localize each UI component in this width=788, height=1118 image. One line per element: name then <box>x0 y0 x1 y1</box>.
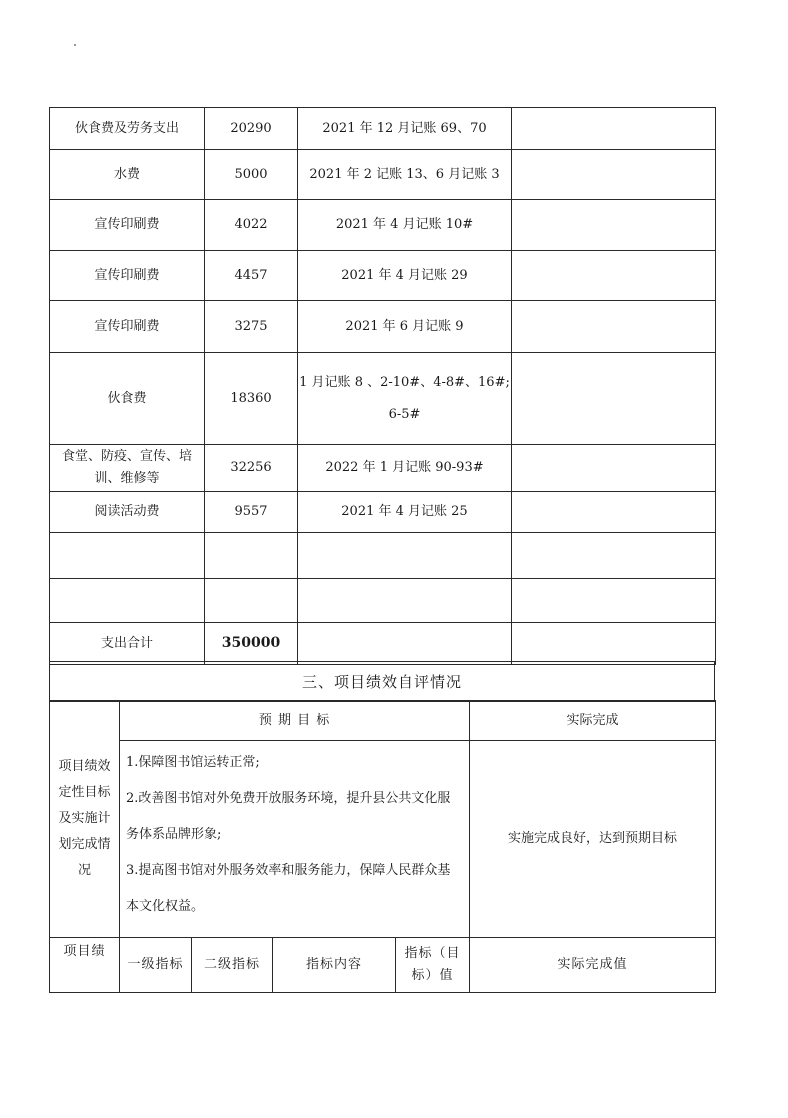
expense-note <box>512 251 716 301</box>
expense-note <box>512 150 716 200</box>
actual-completion-header: 实际完成 <box>470 701 716 741</box>
expense-amount: 20290 <box>205 108 298 150</box>
expense-amount: 4022 <box>205 200 298 251</box>
expense-voucher: 2021 年 12 月记账 69、70 <box>298 108 512 150</box>
expense-amount: 32256 <box>205 445 298 492</box>
expense-table <box>49 107 716 665</box>
expense-note <box>512 492 716 533</box>
expense-note <box>512 200 716 251</box>
expense-name: 阅读活动费 <box>50 492 205 533</box>
indicator-col-actual: 实际完成值 <box>470 938 716 993</box>
expense-voucher: 2021 年 4 月记账 25 <box>298 492 512 533</box>
goal-3: 3.提高图书馆对外服务效率和服务能力，保障人民群众基 <box>126 863 451 878</box>
goal-2-cont: 务体系品牌形象; <box>126 827 222 842</box>
expense-voucher: 2022 年 1 月记账 90-93# <box>298 445 512 492</box>
indicator-col-level2: 二级指标 <box>192 938 273 993</box>
performance-goal-row <box>50 741 716 938</box>
indicator-col-project: 项目绩 <box>50 938 120 993</box>
expense-name: 水费 <box>50 150 205 200</box>
total-label: 支出合计 <box>50 623 205 665</box>
expense-name: 伙食费及劳务支出 <box>50 108 205 150</box>
expense-name <box>50 445 205 492</box>
total-amount: 350000 <box>205 623 298 665</box>
table-row <box>50 108 716 150</box>
table-row <box>50 150 716 200</box>
expected-goals <box>120 741 470 938</box>
table-row <box>50 445 716 492</box>
expense-name-line-2: 训、维修等 <box>94 471 160 486</box>
expense-note <box>512 445 716 492</box>
indicator-col-content: 指标内容 <box>273 938 396 993</box>
performance-header-row <box>50 701 716 741</box>
expense-voucher <box>298 353 512 445</box>
expense-note <box>512 353 716 445</box>
expense-amount: 18360 <box>205 353 298 445</box>
expense-voucher: 2021 年 4 月记账 29 <box>298 251 512 301</box>
expense-voucher: 2021 年 6 月记账 9 <box>298 301 512 353</box>
section-title-table <box>49 661 715 702</box>
voucher-line-1: 1 月记账 8 、2-10#、4-8#、16#; <box>299 374 510 390</box>
goal-3-cont: 本文化权益。 <box>126 899 205 914</box>
performance-table <box>49 700 716 993</box>
total-empty <box>298 623 512 665</box>
expense-voucher: 2021 年 2 记账 13、6 月记账 3 <box>298 150 512 200</box>
expense-name: 宣传印刷费 <box>50 301 205 353</box>
expense-voucher: 2021 年 4 月记账 10# <box>298 200 512 251</box>
section-title: 三、项目绩效自评情况 <box>50 662 715 702</box>
expense-amount: 4457 <box>205 251 298 301</box>
table-row <box>50 251 716 301</box>
expense-name-line-1: 食堂、防疫、宣传、培 <box>61 449 192 464</box>
expense-amount: 9557 <box>205 492 298 533</box>
expense-amount: 3275 <box>205 301 298 353</box>
indicator-header-row <box>50 938 716 993</box>
empty-row <box>50 533 716 579</box>
table-row <box>50 200 716 251</box>
goal-1: 1.保障图书馆运转正常; <box>126 755 260 770</box>
empty-row <box>50 579 716 623</box>
expense-name: 伙食费 <box>50 353 205 445</box>
table-row <box>50 353 716 445</box>
scan-speck <box>74 44 76 46</box>
expected-goal-header: 预 期 目 标 <box>120 701 470 741</box>
total-row <box>50 623 716 665</box>
goal-2: 2.改善图书馆对外免费开放服务环境，提升县公共文化服 <box>126 791 451 806</box>
indicator-col-target: 指标（目 标）值 <box>396 938 470 993</box>
total-empty <box>512 623 716 665</box>
expense-name: 宣传印刷费 <box>50 200 205 251</box>
table-row <box>50 492 716 533</box>
voucher-line-2: 6-5# <box>388 406 421 422</box>
expense-amount: 5000 <box>205 150 298 200</box>
indicator-col-level1: 一级指标 <box>120 938 192 993</box>
expense-name: 宣传印刷费 <box>50 251 205 301</box>
qualitative-goal-label: 项目绩效 定性目标 及实施计 划完成情 况 <box>50 701 120 938</box>
expense-note <box>512 301 716 353</box>
actual-result: 实施完成良好，达到预期目标 <box>470 741 716 938</box>
table-row <box>50 301 716 353</box>
expense-note <box>512 108 716 150</box>
